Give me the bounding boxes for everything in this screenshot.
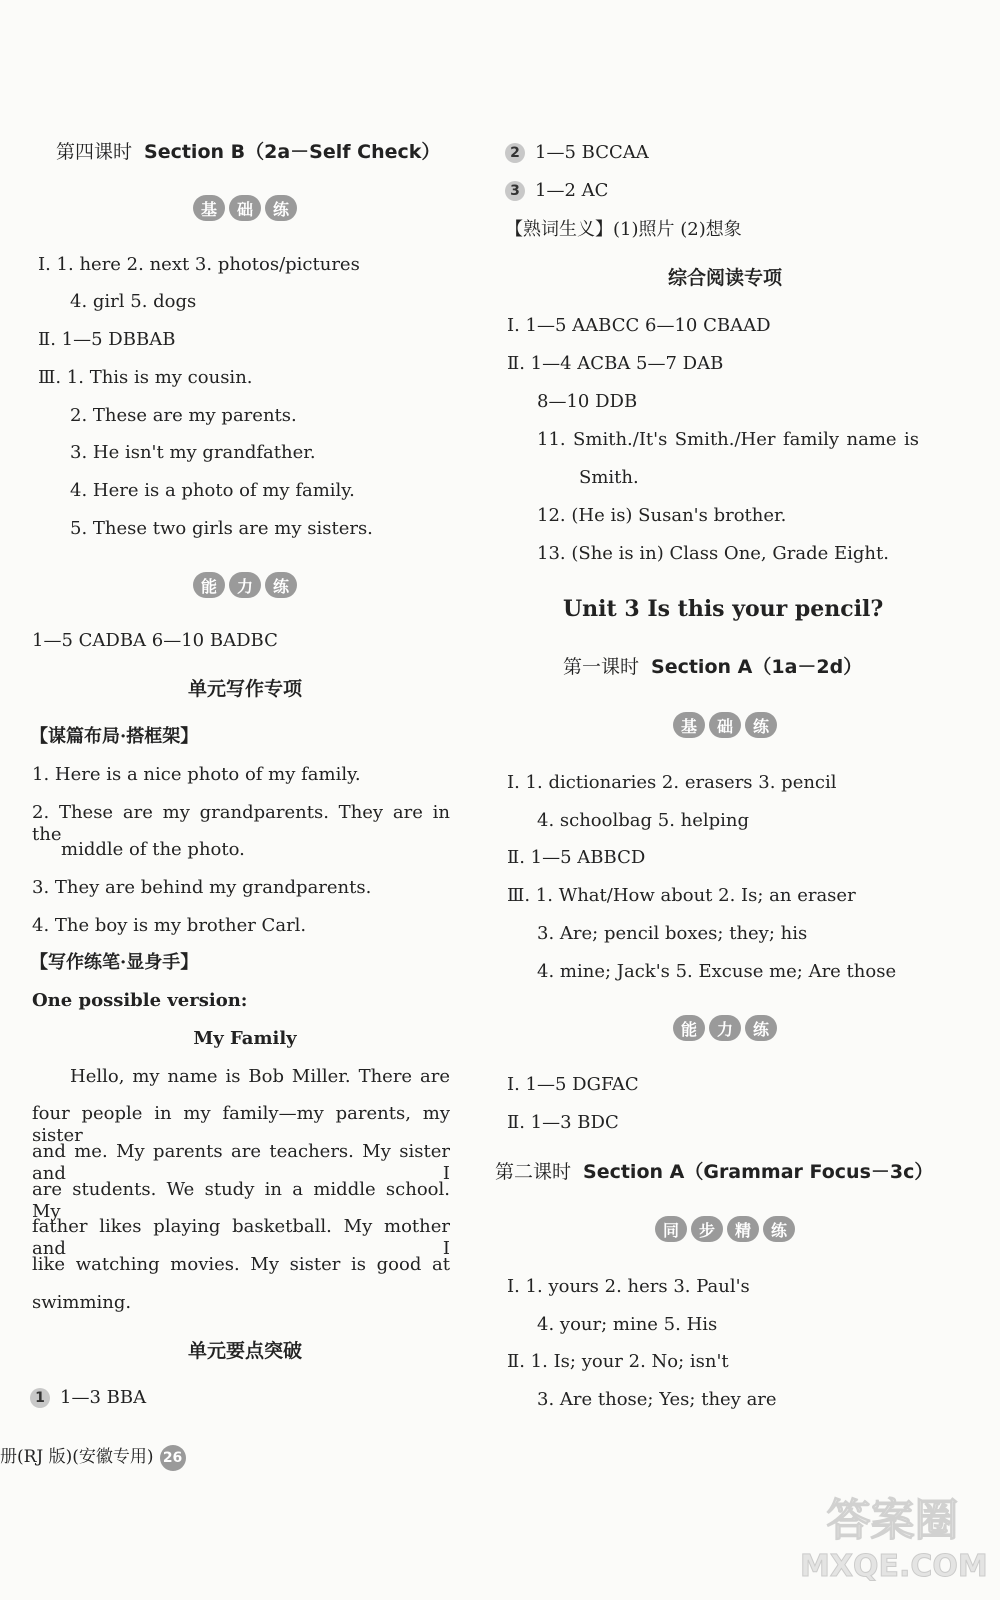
answer-line: 3. He isn't my grandfather. [70, 442, 316, 463]
answer-line: 12. (He is) Susan's brother. [537, 505, 787, 526]
version-label: One possible version: [32, 990, 248, 1011]
watermark-logo [800, 1480, 988, 1590]
answer-line: Ⅱ. 1. Is; your 2. No; isn't [507, 1351, 729, 1372]
layout-heading: 【谋篇布局·搭框架】 [30, 726, 199, 747]
essay-line: are students. We study in a middle school. My [32, 1179, 450, 1222]
lesson1-heading [563, 656, 862, 678]
answer-line: Ⅰ. 1—5 AABCC 6—10 CBAAD [507, 315, 771, 336]
layout-item: 1. Here is a nice photo of my family. [32, 764, 361, 785]
answer-line: Ⅱ. 1—4 ACBA 5—7 DAB [507, 353, 724, 374]
answer-line: 4. your; mine 5. His [537, 1314, 718, 1335]
answer-line: 5. These two girls are my sisters. [70, 518, 373, 539]
essay-line: four people in my family—my parents, my sister [32, 1103, 450, 1146]
badge-char: 能 [193, 572, 225, 598]
layout-item: 2. These are my grandparents. They are in the [32, 802, 450, 845]
ability-practice-badge [30, 572, 460, 598]
badge-char: 练 [745, 1015, 777, 1041]
number-circle: 2 [505, 143, 525, 163]
keypoint-line [505, 142, 649, 164]
practice-heading: 【写作练笔·显身手】 [30, 952, 199, 973]
essay-line: swimming. [32, 1292, 132, 1313]
badge-char: 础 [229, 195, 261, 221]
badge-char: 练 [265, 195, 297, 221]
badge-char: 练 [265, 572, 297, 598]
answer-line: Smith. [579, 467, 639, 488]
badge-char: 基 [673, 712, 705, 738]
badge-char: 练 [763, 1216, 795, 1242]
badge-char: 练 [745, 712, 777, 738]
reading-section-title: 综合阅读专项 [667, 267, 782, 289]
basic-practice-badge [505, 712, 945, 738]
answer-line: Ⅱ. 1—5 ABBCD [507, 847, 646, 868]
answer-line: 8—10 DDB [537, 391, 638, 412]
answer-line: 4. girl 5. dogs [70, 291, 197, 312]
badge-char: 步 [691, 1216, 723, 1242]
number-circle: 1 [30, 1388, 50, 1408]
answer-line: Ⅱ. 1—5 DBBAB [38, 329, 176, 350]
answer-line: Ⅰ. 1. yours 2. hers 3. Paul's [507, 1276, 750, 1297]
badge-char: 力 [229, 572, 261, 598]
answer-line: 11. Smith./It's Smith./Her family name is [537, 429, 919, 450]
page-number: 26 [160, 1445, 186, 1471]
essay-title: My Family [193, 1028, 297, 1049]
sync-practice-badge [505, 1216, 945, 1242]
watermark-url: MXQE.COM [800, 1549, 988, 1584]
keypoint-line [30, 1387, 146, 1409]
answer-line: Ⅰ. 1. here 2. next 3. photos/pictures [38, 254, 360, 275]
answer-line: 4. Here is a photo of my family. [70, 480, 355, 501]
badge-char: 基 [193, 195, 225, 221]
answer-line: 4. mine; Jack's 5. Excuse me; Are those [537, 961, 897, 982]
lesson4-section: Section B（2a－Self Check） [144, 141, 441, 163]
keypoint-answer: 1—3 BBA [60, 1387, 147, 1408]
familiar-words-line: 【熟词生义】(1)照片 (2)想象 [505, 219, 742, 240]
answer-line: Ⅰ. 1—5 DGFAC [507, 1074, 639, 1095]
answer-line: Ⅲ. 1. What/How about 2. Is; an eraser [507, 885, 856, 906]
layout-item: 4. The boy is my brother Carl. [32, 915, 307, 936]
lesson2-heading [495, 1161, 933, 1183]
answer-line: 1—5 CADBA 6—10 BADBC [32, 630, 278, 651]
badge-char: 力 [709, 1015, 741, 1041]
layout-item: middle of the photo. [61, 839, 245, 860]
badge-char: 同 [655, 1216, 687, 1242]
answer-line: 3. Are; pencil boxes; they; his [537, 923, 808, 944]
keypoints-title: 单元要点突破 [187, 1340, 302, 1362]
answer-line: 3. Are those; Yes; they are [537, 1389, 777, 1410]
lesson1-section: Section A（1a－2d） [651, 656, 863, 678]
keypoint-line [505, 180, 608, 202]
answer-line: Ⅰ. 1. dictionaries 2. erasers 3. pencil [507, 772, 837, 793]
answer-line: 13. (She is in) Class One, Grade Eight. [537, 543, 889, 564]
answer-line: Ⅱ. 1—3 BDC [507, 1112, 619, 1133]
lesson1-label: 第一课时 [563, 656, 640, 678]
answer-line: 4. schoolbag 5. helping [537, 810, 750, 831]
keypoint-answer: 1—2 AC [535, 180, 609, 201]
basic-practice-badge [30, 195, 460, 221]
badge-char: 精 [727, 1216, 759, 1242]
essay-line: father likes playing basketball. My mother and I [32, 1216, 450, 1259]
badge-char: 础 [709, 712, 741, 738]
essay-line: and me. My parents are teachers. My sister and I [32, 1141, 450, 1184]
unit-title: Unit 3 Is this your pencil? [563, 596, 884, 622]
essay-line: Hello, my name is Bob Miller. There are [70, 1066, 450, 1087]
layout-item: 3. They are behind my grandparents. [32, 877, 372, 898]
number-circle: 3 [505, 181, 525, 201]
page-footer [0, 1442, 186, 1471]
lesson4-heading [56, 141, 440, 163]
essay-line: like watching movies. My sister is good at [32, 1254, 450, 1275]
lesson2-label: 第二课时 [495, 1161, 572, 1183]
answer-line: Ⅲ. 1. This is my cousin. [38, 367, 253, 388]
lesson4-label: 第四课时 [56, 141, 133, 163]
answer-line: 2. These are my parents. [70, 405, 297, 426]
watermark-cn: 答案圈 [826, 1495, 959, 1546]
keypoint-answer: 1—5 BCCAA [535, 142, 649, 163]
ability-practice-badge [505, 1015, 945, 1041]
lesson2-section: Section A（Grammar Focus－3c） [583, 1161, 934, 1183]
footer-text: 册(RJ 版)(安徽专用) [0, 1447, 154, 1467]
badge-char: 能 [673, 1015, 705, 1041]
writing-section-title: 单元写作专项 [187, 678, 302, 700]
